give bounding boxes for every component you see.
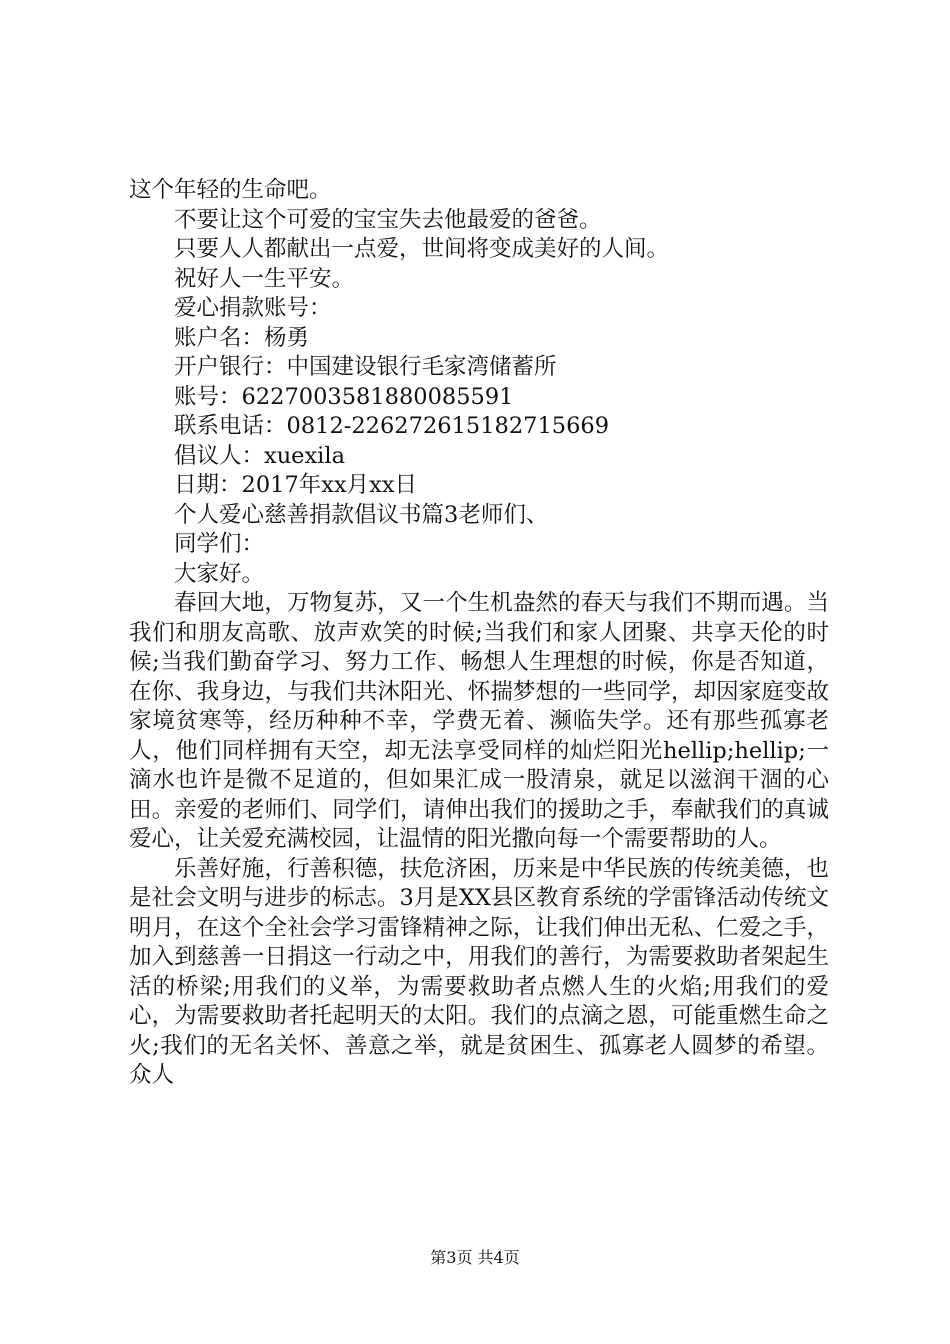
text-line: 祝好人一生平安。 bbox=[174, 265, 355, 292]
paragraph: 春回大地，万物复苏，又一个生机盎然的春天与我们不期而遇。当我们和朋友高歌、放声欢笑的时候;当我们和家人团聚、共享天伦的时候;当我们勤奋学习、努力工作、畅想人生理想的时候，你是否知道，在你、我身边，与我们共沐阳光、怀揣梦想的一些同学，却因家庭变故家境贫寒等，经历种种不幸，学费无着、濒临失学。还有那些孤寡老人，他们同样拥有天空，却无法享受同样的灿烂阳光hellip;hellip;一滴水也许是微不足道的，但如果汇成一股清泉，就足以滋润干涸的心田。亲爱的老师们、同学们，请伸出我们的援助之手，奉献我们的真诚爱心，让关爱充满校园，让温情的阳光撒向每一个需要帮助的人。 bbox=[129, 590, 829, 852]
contact-phone: 联系电话：0812-226272615182715669 bbox=[174, 413, 610, 439]
date: 日期：2017年xx月xx日 bbox=[174, 472, 418, 498]
greeting: 大家好。 bbox=[174, 560, 265, 587]
donation-account-heading: 爱心捐款账号： bbox=[174, 295, 332, 321]
document-body bbox=[129, 176, 829, 1091]
paragraph: 乐善好施，行善积德，扶危济困，历来是中华民族的传统美德，也是社会文明与进步的标志。3月是XX县区教育系统的学雷锋活动传统文明月，在这个全社会学习雷锋精神之际，让我们伸出无私、仁爱之手，加入到慈善一日捐这一行动之中，用我们的善行，为需要救助者架起生活的桥梁;用我们的义举，为需要救助者点燃人生的火焰;用我们的爱心，为需要救助者托起明天的太阳。我们的点滴之恩，可能重燃生命之火;我们的无名关怀、善意之举，就是贫困生、孤寡老人圆梦的希望。众人 bbox=[129, 855, 829, 1088]
text-line: 不要让这个可爱的宝宝失去他最爱的爸爸。 bbox=[174, 206, 602, 233]
account-name: 账户名：杨勇 bbox=[174, 324, 310, 351]
account-number: 账号：6227003581880085591 bbox=[174, 383, 514, 410]
text-line: 这个年轻的生命吧。 bbox=[129, 177, 332, 203]
section-title: 个人爱心慈善捐款倡议书篇3老师们、 bbox=[174, 501, 549, 528]
bank-name: 开户银行：中国建设银行毛家湾储蓄所 bbox=[174, 354, 557, 380]
salutation: 同学们： bbox=[174, 531, 265, 557]
text-line: 只要人人都献出一点爱，世间将变成美好的人间。 bbox=[174, 236, 670, 262]
page-number: 第3页 共4页 bbox=[430, 1248, 520, 1267]
initiator: 倡议人：xuexila bbox=[174, 442, 345, 469]
